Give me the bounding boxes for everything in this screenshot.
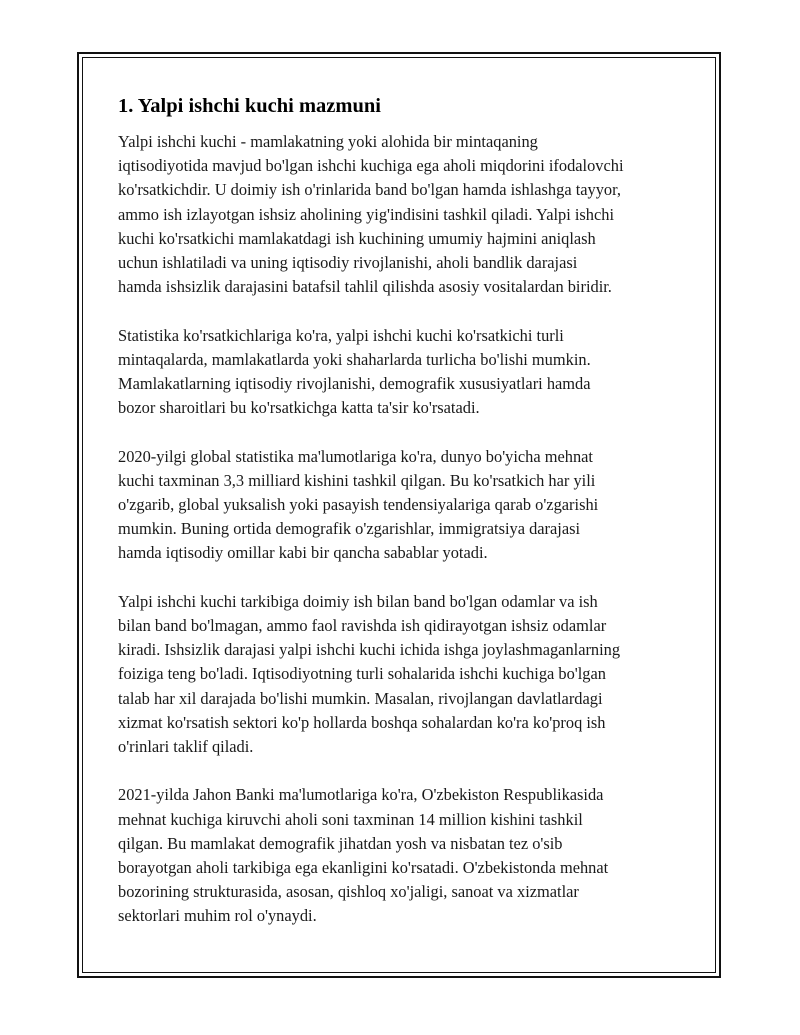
document-body (118, 92, 688, 953)
paragraph-statistics: Statistika ko'rsatkichlariga ko'ra, yalpi ishchi kuchi ko'rsatkichi turli mintaqalarda, mamlakatlarda yoki shaharlarda turlicha bo'lishi mumkin. Mamlakatlarning iqtisodiy rivojlanishi, demografik xususiyatlari hamda bozor sharoitlari bu ko'rsatkichga katta ta'sir ko'rsatadi. (118, 325, 591, 418)
paragraph-definition: Yalpi ishchi kuchi - mamlakatning yoki alohida bir mintaqaning iqtisodiyotida mavjud bo'lgan ishchi kuchiga ega aholi miqdorini ifodalovchi ko'rsatkichdir. U doimiy ish o'rinlarida band bo'lgan hamda ishlashga tayyor, ammo ish izlayotgan ishsiz aholining yig'indisini tashkil qiladi. Yalpi ishchi kuchi ko'rsatkichi mamlakatdagi ish kuchining umumiy hajmini aniqlash uchun ishlatiladi va uning iqtisodiy rivojlanishi, aholi bandlik darajasi hamda ishsizlik darajasini batafsil tahlil qilishda asosiy vositalardan biridir. (118, 132, 624, 297)
section-title: 1. Yalpi ishchi kuchi mazmuni (118, 95, 381, 117)
paragraph-composition: Yalpi ishchi kuchi tarkibiga doimiy ish bilan band bo'lgan odamlar va ish bilan band bo'lmagan, ammo faol ravishda ish qidirayotgan ishsiz odamlar kiradi. Ishsizlik darajasi yalpi ishchi kuchi ichida ishga joylashmaganlarning foiziga teng bo'ladi. Iqtisodiyotning turli sohalarida ishchi kuchiga bo'lgan talab har xil darajada bo'lishi mumkin. Masalan, rivojlangan davlatlardagi xizmat ko'rsatish sektori ko'p hollarda boshqa sohalardan ko'ra ko'proq ish o'rinlari taklif qiladi. (118, 591, 621, 757)
paragraph-uzbekistan-2021: 2021-yilda Jahon Banki ma'lumotlariga ko'ra, O'zbekiston Respublikasida mehnat kuchiga kiruvchi aholi soni taxminan 14 million kishini tashkil qilgan. Bu mamlakat demografik jihatdan yosh va nisbatan tez o'sib borayotgan aholi tarkibiga ega ekanligini ko'rsatadi. O'zbekistonda mehnat bozorining strukturasida, asosan, qishloq xo'jaligi, sanoat va xizmatlar sektorlari muhim rol o'ynaydi. (118, 785, 609, 926)
paragraph-global-2020: 2020-yilgi global statistika ma'lumotlariga ko'ra, dunyo bo'yicha mehnat kuchi taxminan 3,3 milliard kishini tashkil qilgan. Bu ko'rsatkich har yili o'zgarib, global yuksalish yoki pasayish tendensiyalariga qarab o'zgarishi mumkin. Buning ortida demografik o'zgarishlar, immigratsiya darajasi hamda iqtisodiy omillar kabi bir qancha sabablar yotadi. (118, 446, 599, 563)
